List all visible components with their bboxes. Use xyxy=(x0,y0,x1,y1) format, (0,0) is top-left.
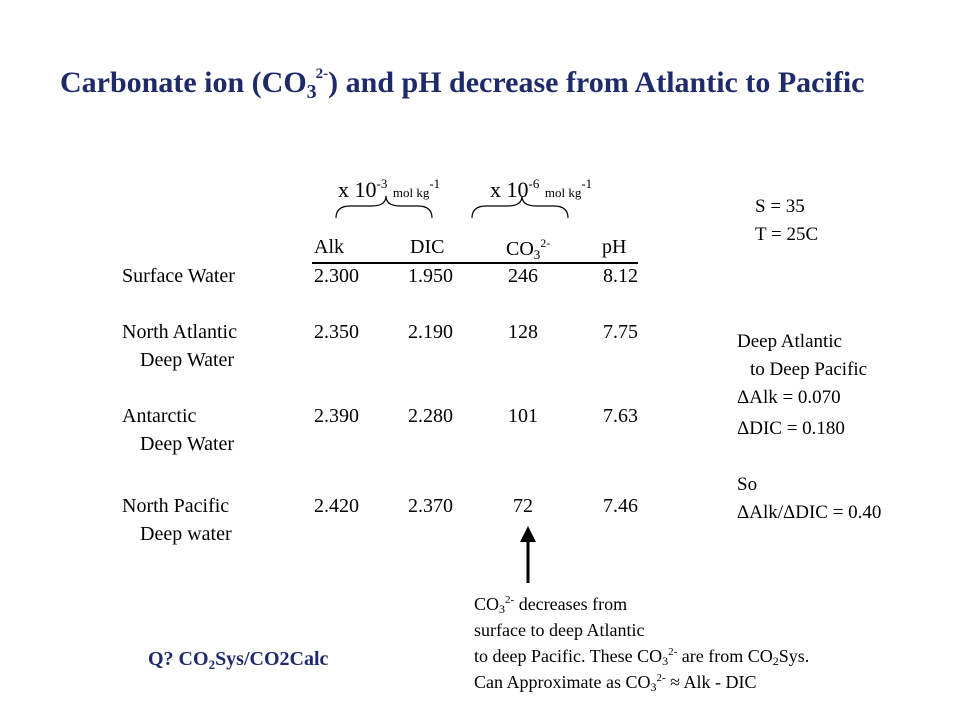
cell-ph: 8.12 xyxy=(603,265,638,287)
cell-dic: 2.370 xyxy=(408,495,453,517)
cell-alk: 2.350 xyxy=(314,321,359,343)
units-label-mol: x $10^{-3}$ mol $kg^{-1}$ xyxy=(338,176,441,202)
brace-co3 xyxy=(472,196,568,218)
header-alk: Alk xyxy=(314,236,344,258)
bottom-note-line: to deep Pacific. These $CO_3^{2-}$ are from $CO_2Sys$. xyxy=(474,646,810,668)
header-co3: $CO_3^{2-}$ xyxy=(506,236,551,262)
side-note-line: ΔAlk/ΔDIC = 0.40 xyxy=(737,502,882,523)
row-name: North Pacific xyxy=(122,495,230,517)
side-note-line: ΔDIC = 0.180 xyxy=(737,418,845,439)
bottom-note-line: Can Approximate as $CO_3^{2-}$ ≈ Alk - DIC xyxy=(474,672,757,694)
header-ph: pH xyxy=(602,236,627,258)
cell-dic: 1.950 xyxy=(408,265,453,287)
units-label-umol: x $10^{-6}$ mol $kg^{-1}$ xyxy=(490,176,593,202)
row-name: Antarctic xyxy=(122,405,197,427)
delta-symbol: Δ xyxy=(737,418,750,439)
bottom-note-line: $CO_3^{2-}$ decreases from xyxy=(474,594,628,616)
temperature-label: T = 25C xyxy=(755,224,819,245)
cell-alk: 2.420 xyxy=(314,495,359,517)
side-note-line: So xyxy=(737,474,758,495)
row-name: North Atlantic xyxy=(122,321,237,343)
header-underline xyxy=(312,262,638,264)
brace-alk-dic xyxy=(336,196,432,218)
row-name: Surface Water xyxy=(122,265,235,287)
row-name-cont: Deep Water xyxy=(140,349,235,371)
arrow-head xyxy=(520,526,536,542)
delta-symbol: Δ xyxy=(737,502,750,523)
cell-ph: 7.46 xyxy=(603,495,638,517)
cell-co3: 128 xyxy=(508,321,538,343)
side-note-line: ΔAlk = 0.070 xyxy=(737,387,841,408)
cell-ph: 7.63 xyxy=(603,405,638,427)
cell-co3: 101 xyxy=(508,405,538,427)
delta-symbol: Δ xyxy=(737,387,750,408)
cell-dic: 2.280 xyxy=(408,405,453,427)
bottom-note-line: surface to deep Atlantic xyxy=(474,620,645,640)
side-note-line: Deep Atlantic xyxy=(737,331,842,352)
question-label: Q? $CO_2Sys/CO2Calc$ xyxy=(148,648,329,672)
cell-alk: 2.390 xyxy=(314,405,359,427)
row-name-cont: Deep Water xyxy=(140,433,235,455)
cell-co3: 246 xyxy=(508,265,538,287)
cell-ph: 7.75 xyxy=(603,321,638,343)
cell-dic: 2.190 xyxy=(408,321,453,343)
page-title: Carbonate ion $(CO_3^{2-})$ and pH decrease from Atlantic to Pacific xyxy=(60,66,865,103)
side-note-line: to Deep Pacific xyxy=(750,359,868,380)
salinity-label: S = 35 xyxy=(755,196,805,217)
row-name-cont: Deep water xyxy=(140,523,232,545)
header-dic: DIC xyxy=(410,236,445,258)
cell-co3: 72 xyxy=(513,495,533,517)
cell-alk: 2.300 xyxy=(314,265,359,287)
delta-symbol: Δ xyxy=(783,502,796,523)
